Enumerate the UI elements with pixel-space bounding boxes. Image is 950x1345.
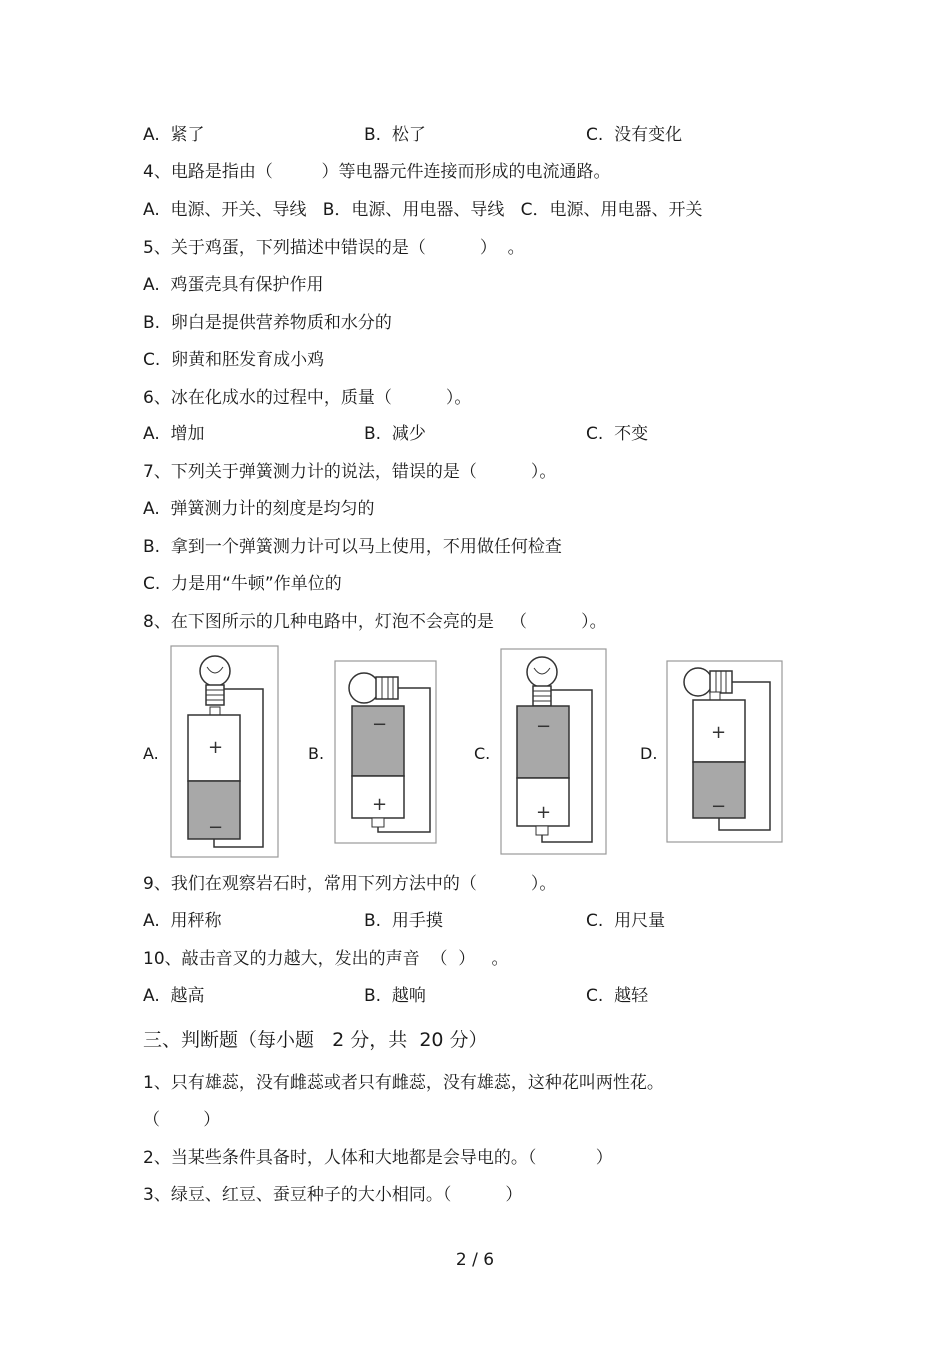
q4-stem: 4、电路是指由（ ）等电器元件连接而形成的电流通路。 — [143, 162, 611, 182]
q8-stem: 8、在下图所示的几种电路中，灯泡不会亮的是 （ ）。 — [143, 612, 607, 632]
q9-option-b: B. 用手摸 — [364, 911, 443, 931]
circuit-a-label: A. — [143, 744, 159, 763]
judge-item-1-blank: （ ） — [143, 1110, 221, 1130]
q6-stem: 6、冰在化成水的过程中，质量（ ）。 — [143, 388, 472, 408]
circuit-d-plus: + — [711, 722, 727, 743]
circuit-d-label: D. — [640, 744, 658, 763]
q6-option-b: B. 减少 — [364, 424, 426, 444]
q5-option-a: A. 鸡蛋壳具有保护作用 — [143, 275, 324, 295]
q7-option-c: C. 力是用“牛顿”作单位的 — [143, 574, 342, 594]
q10-option-b: B. 越响 — [364, 986, 426, 1006]
judge-item-2: 2、当某些条件具备时，人体和大地都是会导电的。（ ） — [143, 1148, 613, 1168]
q7-option-a: A. 弹簧测力计的刻度是均匀的 — [143, 499, 375, 519]
judge-item-3: 3、绿豆、红豆、蚕豆种子的大小相同。（ ） — [143, 1185, 523, 1205]
q6-option-c: C. 不变 — [586, 424, 649, 444]
section-3-title: 三、判断题（每小题 2 分，共 20 分） — [143, 1029, 488, 1051]
circuit-b-figure — [334, 660, 438, 845]
q3-option-c: C. 没有变化 — [586, 125, 683, 145]
circuit-c-minus: − — [536, 716, 552, 737]
circuit-d-minus: − — [711, 796, 727, 817]
circuit-b-plus: + — [372, 794, 388, 815]
circuit-b-minus: − — [372, 714, 388, 735]
circuit-d-figure — [666, 660, 784, 844]
q10-option-a: A. 越高 — [143, 986, 205, 1006]
circuit-a-plus: + — [208, 737, 224, 758]
q10-option-c: C. 越轻 — [586, 986, 649, 1006]
judge-item-1: 1、只有雄蕊，没有雌蕊或者只有雌蕊，没有雄蕊，这种花叫两性花。 — [143, 1073, 664, 1093]
circuit-a-minus: − — [208, 817, 224, 838]
q10-stem: 10、敲击音叉的力越大，发出的声音 （ ） 。 — [143, 949, 509, 969]
q3-option-b: B. 松了 — [364, 125, 426, 145]
circuit-a-figure — [170, 645, 280, 859]
q3-option-a: A. 紧了 — [143, 125, 205, 145]
q9-option-c: C. 用尺量 — [586, 911, 666, 931]
q7-option-b: B. 拿到一个弹簧测力计可以马上使用，不用做任何检查 — [143, 537, 562, 557]
q4-options: A. 电源、开关、导线 B．电源、用电器、导线 C．电源、用电器、开关 — [143, 200, 703, 220]
q6-option-a: A. 增加 — [143, 424, 205, 444]
q5-option-c: C. 卵黄和胚发育成小鸡 — [143, 350, 325, 370]
circuit-c-plus: + — [536, 802, 552, 823]
circuit-c-figure — [500, 648, 608, 856]
circuit-c-label: C. — [474, 744, 491, 763]
circuit-b-label: B. — [308, 744, 325, 763]
q9-option-a: A. 用秤称 — [143, 911, 222, 931]
q7-stem: 7、下列关于弹簧测力计的说法，错误的是（ ）。 — [143, 462, 557, 482]
q5-option-b: B. 卵白是提供营养物质和水分的 — [143, 313, 392, 333]
page-number: 2 / 6 — [455, 1250, 495, 1270]
q9-stem: 9、我们在观察岩石时，常用下列方法中的（ ）。 — [143, 874, 557, 894]
q5-stem: 5、关于鸡蛋，下列描述中错误的是（ ） 。 — [143, 238, 525, 258]
